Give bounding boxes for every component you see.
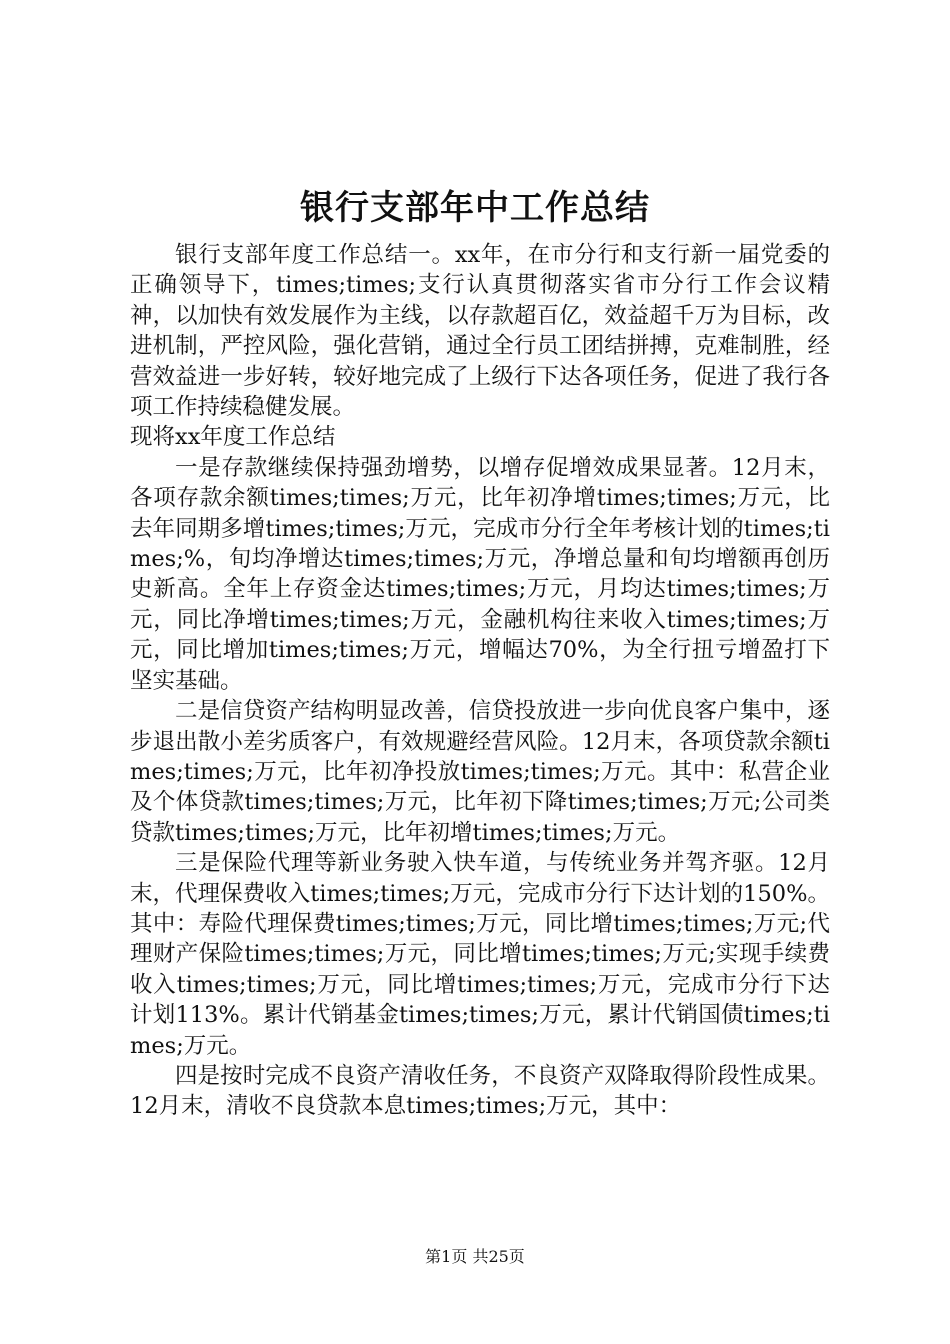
paragraph-credit-assets: 二是信贷资产结构明显改善，信贷投放进一步向优良客户集中，逐步退出散小差劣质客户，有效规避经营风险。12月末，各项贷款余额times;times;万元，比年初净投放times;times;万元。其中：私营企业及个体贷款times;times;万元，比年初下降times;times;万元;公司类贷款times;times;万元，比年初增times;times;万元。 [130, 698, 830, 846]
page-number: 第1页 共25页 [425, 1247, 525, 1266]
paragraph-summary-lead: 现将xx年度工作总结 [130, 424, 336, 451]
document-title: 银行支部年中工作总结 [300, 188, 650, 228]
paragraph-deposits: 一是存款继续保持强劲增势，以增存促增效成果显著。12月末，各项存款余额times;times;万元，比年初净增times;times;万元，比去年同期多增times;times;万元，完成市分行全年考核计划的times;times;%，旬均净增达times;times;万元，净增总量和旬均增额再创历史新高。全年上存资金达times;times;万元，月均达times;times;万元，同比净增times;times;万元，金融机构往来收入times;times;万元，同比增加times;times;万元，增幅达70%，为全行扭亏增盈打下坚实基础。 [130, 454, 830, 694]
paragraph-bad-assets: 四是按时完成不良资产清收任务，不良资产双降取得阶段性成果。12月末，清收不良贷款本息times;times;万元，其中： [130, 1062, 830, 1120]
paragraph-intro: 银行支部年度工作总结一。xx年，在市分行和支行新一届党委的正确领导下，times;times;支行认真贯彻落实省市分行工作会议精神，以加快有效发展作为主线，以存款超百亿，效益超千万为目标，改进机制，严控风险，强化营销，通过全行员工团结拼搏，克难制胜，经营效益进一步好转，较好地完成了上级行下达各项任务，促进了我行各项工作持续稳健发展。 [130, 242, 830, 421]
paragraph-insurance-agency: 三是保险代理等新业务驶入快车道，与传统业务并驾齐驱。12月末，代理保费收入times;times;万元，完成市分行下达计划的150%。其中：寿险代理保费times;times;万元，同比增times;times;万元;代理财产保险times;times;万元，同比增times;times;万元;实现手续费收入times;times;万元，同比增times;times;万元，完成市分行下达计划113%。累计代销基金times;times;万元，累计代销国债times;times;万元。 [130, 850, 830, 1059]
document-body [130, 240, 830, 1122]
